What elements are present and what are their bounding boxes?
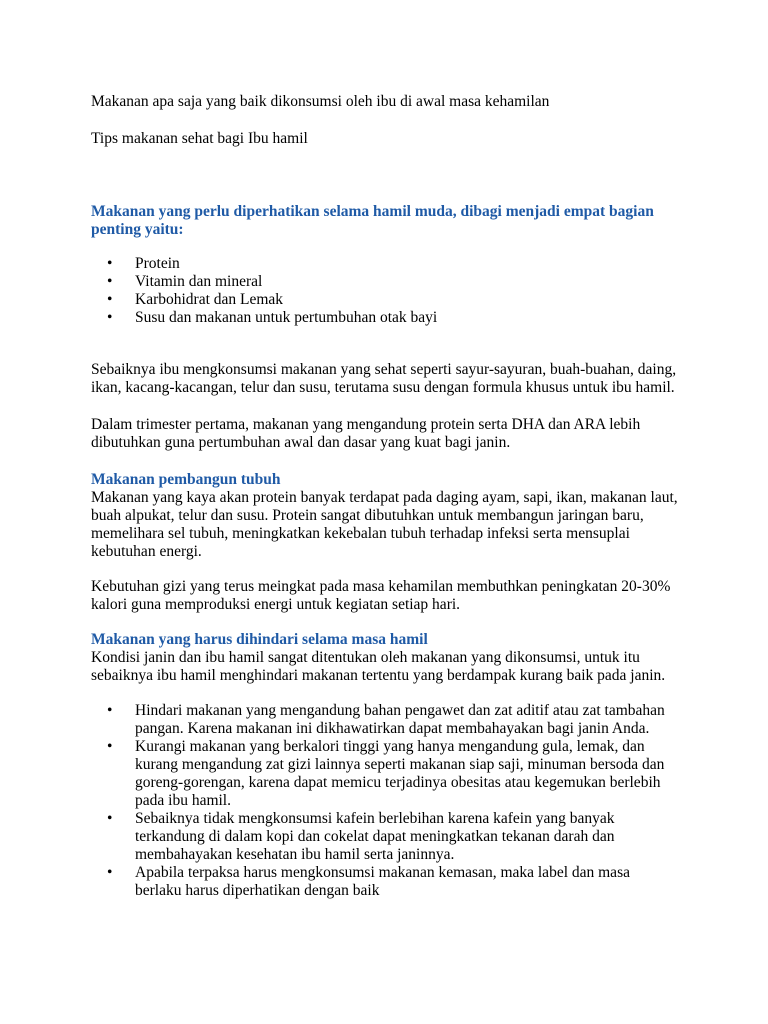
section2-heading: Makanan pembangun tubuh bbox=[91, 471, 281, 488]
subtitle-line: Tips makanan sehat bagi Ibu hamil bbox=[91, 130, 308, 147]
section1-list bbox=[91, 255, 671, 327]
section3-list bbox=[91, 702, 671, 900]
paragraph-1: Sebaiknya ibu mengkonsumsi makanan yang sehat seperti sayur-sayuran, buah-buahan, daing, ikan, kacang-kacangan, telur dan susu, terutama susu dengan formula khusus untuk ibu hamil. bbox=[91, 361, 677, 396]
list-item: • Karbohidrat dan Lemak bbox=[91, 291, 671, 309]
list-item: • Vitamin dan mineral bbox=[91, 273, 671, 291]
list-item: • Kurangi makanan yang berkalori tinggi yang hanya mengandung gula, lemak, dan kurang mengandung zat gizi lainnya seperti makanan siap saji, minuman bersoda dan goreng-gorengan, karena dapat memicu terjadinya obesitas atau kegemukan berlebih pada ibu hamil. bbox=[91, 738, 671, 810]
list-item: • Sebaiknya tidak mengkonsumsi kafein berlebihan karena kafein yang banyak terkandung di dalam kopi dan cokelat dapat meningkatkan tekanan darah dan membahayakan kesehatan ibu hamil serta janinnya. bbox=[91, 810, 671, 864]
list-item: • Susu dan makanan untuk pertumbuhan otak bayi bbox=[91, 309, 671, 327]
paragraph-3: Kebutuhan gizi yang terus meingkat pada masa kehamilan membuthkan peningkatan 20-30% kalori guna memproduksi energi untuk kegiatan setiap hari. bbox=[91, 578, 671, 613]
list-item: • Hindari makanan yang mengandung bahan pengawet dan zat aditif atau zat tambahan pangan. Karena makanan ini dikhawatirkan dapat membahayakan bagi janin Anda. bbox=[91, 702, 671, 738]
paragraph-2: Dalam trimester pertama, makanan yang mengandung protein serta DHA dan ARA lebih dibutuhkan guna pertumbuhan awal dan dasar yang kuat bagi janin. bbox=[91, 416, 641, 451]
title-line: Makanan apa saja yang baik dikonsumsi oleh ibu di awal masa kehamilan bbox=[91, 93, 550, 110]
section1-heading: Makanan yang perlu diperhatikan selama hamil muda, dibagi menjadi empat bagian penting yaitu: bbox=[91, 203, 654, 238]
section2-body: Makanan yang kaya akan protein banyak terdapat pada daging ayam, sapi, ikan, makanan laut, buah alpukat, telur dan susu. Protein sangat dibutuhkan untuk membangun jaringan baru, memelihara sel tubuh, meningkatkan kekebalan tubuh terhadap infeksi serta mensuplai kebutuhan energi. bbox=[91, 489, 678, 560]
section3-body: Kondisi janin dan ibu hamil sangat ditentukan oleh makanan yang dikonsumsi, untuk itu sebaiknya ibu hamil menghindari makanan tertentu yang berdampak kurang baik pada janin. bbox=[91, 649, 666, 684]
list-item: • Protein bbox=[91, 255, 671, 273]
list-item: • Apabila terpaksa harus mengkonsumsi makanan kemasan, maka label dan masa berlaku harus diperhatikan dengan baik bbox=[91, 864, 671, 900]
section3-heading: Makanan yang harus dihindari selama masa hamil bbox=[91, 631, 428, 648]
